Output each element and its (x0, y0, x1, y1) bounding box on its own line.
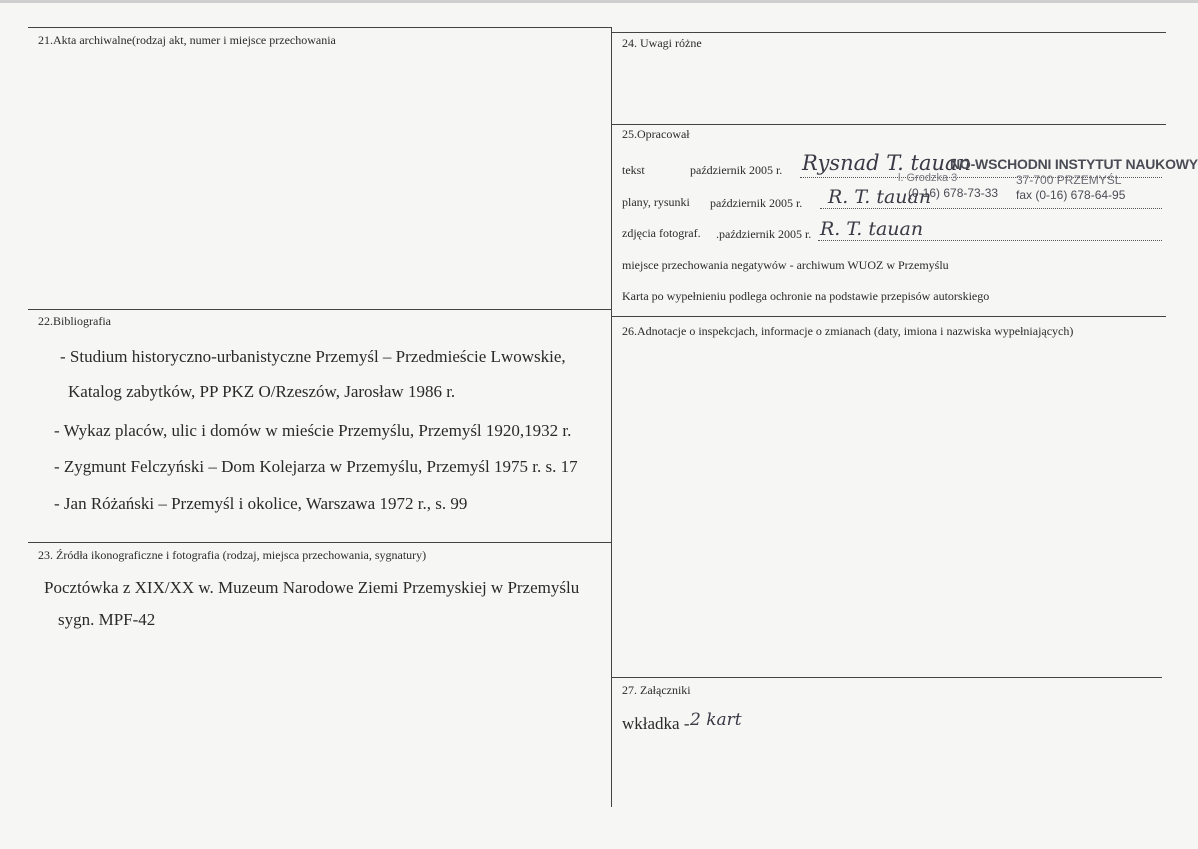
page-top-edge (0, 0, 1198, 3)
copyright-note: Karta po wypełnieniu podlega ochronie na podstawie przepisów autorskiego (622, 289, 990, 303)
bibliography-item: Katalog zabytków, PP PKZ O/Rzeszów, Jarosław 1986 r. (68, 382, 456, 401)
tekst-signature: Rysnad T. tauan (802, 151, 972, 175)
zdjecia-dotted-line (818, 240, 1162, 241)
plany-date: październik 2005 r. (710, 196, 803, 210)
section-21-title: 21.Akta archiwalne(rodzaj akt, numer i miejsce przechowania (38, 33, 336, 47)
iconography-line: sygn. MPF-42 (58, 610, 156, 629)
negatives-storage: miejsce przechowania negatywów - archiwum WUOZ w Przemyślu (622, 258, 949, 272)
attachments-handwritten: 2 kart (690, 710, 742, 730)
bibliography-item: - Zygmunt Felczyński – Dom Kolejarza w Przemyślu, Przemyśl 1975 r. s. 17 (54, 457, 578, 476)
plany-label: plany, rysunki (622, 195, 690, 209)
zdjecia-signature: R. T. tauan (820, 218, 924, 240)
plany-dotted-line (820, 208, 1162, 209)
institute-stamp-city: 37-700 PRZEMYŚL (1016, 173, 1122, 187)
divider-25-26 (612, 316, 1166, 317)
bibliography-item: - Wykaz placów, ulic i domów w mieście Przemyślu, Przemyśl 1920,1932 r. (54, 421, 572, 440)
bibliography-item: - Jan Różański – Przemyśl i okolice, Warszawa 1972 r., s. 99 (54, 494, 468, 513)
zdjecia-label: zdjęcia fotograf. (622, 226, 701, 240)
column-divider (611, 27, 612, 807)
section-26-title: 26.Adnotacje o inspekcjach, informacje o zmianach (daty, imiona i nazwiska wypełniających) (622, 324, 1074, 338)
iconography-line: Pocztówka z XIX/XX w. Muzeum Narodowe Ziemi Przemyskiej w Przemyślu (44, 578, 580, 597)
top-border-left (28, 27, 612, 28)
section-25-title: 25.Opracował (622, 127, 690, 141)
divider-22-23 (28, 542, 612, 543)
plany-signature: R. T. tauan (828, 186, 932, 208)
institute-stamp-name: NO-WSCHODNI INSTYTUT NAUKOWY (950, 156, 1198, 172)
attachments-value: wkładka - (622, 714, 690, 733)
institute-stamp-fax: fax (0-16) 678-64-95 (1016, 188, 1126, 202)
divider-21-22 (28, 309, 612, 310)
bibliography-item: - Studium historyczno-urbanistyczne Przemyśl – Przedmieście Lwowskie, (60, 347, 566, 366)
top-border-right (612, 32, 1166, 33)
divider-24-25 (612, 124, 1166, 125)
tekst-date: październik 2005 r. (690, 163, 783, 177)
section-27-title: 27. Załączniki (622, 683, 691, 697)
institute-stamp-address: l. Grodzka 3 (898, 172, 958, 184)
institute-stamp-tel: (0-16) 678-73-33 (908, 186, 999, 200)
tekst-label: tekst (622, 163, 645, 177)
section-24-title: 24. Uwagi różne (622, 36, 702, 50)
section-23-title: 23. Źródła ikonograficzne i fotografia (rodzaj, miejsca przechowania, sygnatury) (38, 548, 427, 562)
divider-26-27 (612, 677, 1162, 678)
section-22-title: 22.Bibliografia (38, 314, 111, 328)
zdjecia-date: .październik 2005 r. (716, 227, 812, 241)
